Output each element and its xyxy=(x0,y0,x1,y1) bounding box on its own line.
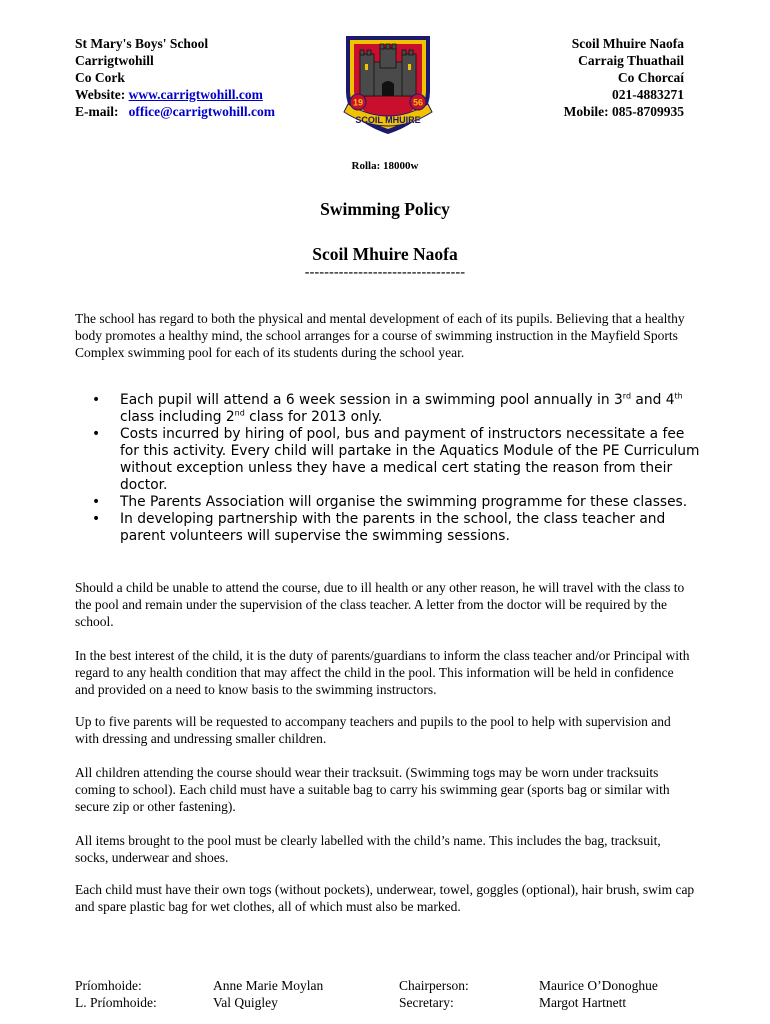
intro-paragraph: The school has regard to both the physical and mental development of each of its pupils. Believing that a healthy body promotes a healthy mind, the school arranges for a course of swimming instruction in the Mayfield Sports Complex swimming pool for each of its students during the school year. xyxy=(75,311,685,360)
email-label: E-mail: xyxy=(75,104,119,119)
bullet-text-c: class including 2 xyxy=(120,409,235,425)
town-irish: Carraig Thuathail xyxy=(578,53,684,68)
website-link[interactable]: www.carrigtwohill.com xyxy=(128,87,263,102)
policy-bullet-list xyxy=(92,392,702,545)
superscript: nd xyxy=(234,408,245,418)
health-paragraph: In the best interest of the child, it is the duty of parents/guardians to inform the class teacher and/or Principal with regard to any health condition that may affect the child in the pool. This information will be held in confidence and provided on a need to know basis to the swimming instructors. xyxy=(75,648,690,697)
deputy-principal-name: Val Quigley xyxy=(213,995,278,1010)
footer-names-right xyxy=(539,977,658,1011)
bullet-text-b: and 4 xyxy=(631,392,675,408)
document-title: Swimming Policy xyxy=(320,199,450,219)
footer-roles-left xyxy=(75,977,157,1011)
email-line xyxy=(75,103,275,120)
bullet-item xyxy=(92,426,702,494)
bullet-text: Costs incurred by hiring of pool, bus and payment of instructors necessitate a fee for this activity. Every child will partake in the Aquatics Module of the PE Curriculum without exception unless they have a medical cert stating the reason from their doctor. xyxy=(120,426,700,493)
school-name-irish: Scoil Mhuire Naofa xyxy=(571,36,684,51)
bullet-text-d: class for 2013 only. xyxy=(244,409,383,425)
bullet-item xyxy=(92,494,702,511)
bullet-icon: • xyxy=(92,511,101,527)
bullet-text-a: Each pupil will attend a 6 week session in a swimming pool annually in 3 xyxy=(120,392,623,408)
town-english: Carrigtwohill xyxy=(75,53,154,68)
secretary-label: Secretary: xyxy=(399,995,454,1010)
secretary-name: Margot Hartnett xyxy=(539,995,627,1010)
school-crest-logo xyxy=(338,30,438,142)
school-address-irish xyxy=(564,35,684,120)
bullet-icon: • xyxy=(92,392,101,408)
school-address-english xyxy=(75,35,275,120)
chairperson-name: Maurice O’Donoghue xyxy=(539,978,658,993)
bullet-icon: • xyxy=(92,426,101,442)
clothing-paragraph: All children attending the course should wear their tracksuit. (Swimming togs may be worn under tracksuits coming to school). Each child must have a suitable bag to carry his swimming gear (sports bag or similar with secure zip or other fastening). xyxy=(75,765,670,814)
document-subtitle: Scoil Mhuire Naofa xyxy=(312,244,458,264)
email-address[interactable]: office@carrigtwohill.com xyxy=(128,104,276,119)
superscript: rd xyxy=(622,391,632,401)
phone-number: 021-4883271 xyxy=(612,87,684,102)
footer-names-left xyxy=(213,977,323,1011)
website-line xyxy=(75,86,275,103)
bullet-item xyxy=(92,511,702,545)
bullet-item xyxy=(92,392,702,426)
roll-number: Rolla: 18000w xyxy=(351,160,419,172)
superscript: th xyxy=(674,391,683,401)
crest-year-right: 56 xyxy=(412,97,424,108)
chairperson-label: Chairperson: xyxy=(399,978,469,993)
principal-name: Anne Marie Moylan xyxy=(213,978,324,993)
bullet-text: In developing partnership with the parents in the school, the class teacher and parent volunteers will supervise the swimming sessions. xyxy=(120,511,666,544)
website-label: Website: xyxy=(75,87,129,102)
bullet-text: The Parents Association will organise the swimming programme for these classes. xyxy=(120,494,688,510)
principal-label: Príomhoide: xyxy=(75,978,142,993)
absence-paragraph: Should a child be unable to attend the course, due to ill health or any other reason, he will travel with the class to the pool and remain under the supervision of the class teacher. A letter from the doctor will be required by the school. xyxy=(75,580,685,629)
bullet-icon: • xyxy=(92,494,101,510)
labelling-paragraph: All items brought to the pool must be clearly labelled with the child’s name. This includes the bag, tracksuit, socks, underwear and shoes. xyxy=(75,833,661,865)
title-divider: --------------------------------- xyxy=(304,265,466,280)
deputy-principal-label: L. Príomhoide: xyxy=(75,995,157,1010)
county-english: Co Cork xyxy=(75,70,125,85)
school-name-english: St Mary's Boys' School xyxy=(75,36,209,51)
parent-helpers-paragraph: Up to five parents will be requested to accompany teachers and pupils to the pool to help with supervision and with dressing and undressing smaller children. xyxy=(75,714,671,746)
county-irish: Co Chorcaí xyxy=(617,70,684,85)
footer-roles-right xyxy=(399,977,469,1011)
crest-year-left: 19 xyxy=(352,97,364,108)
mobile-number: Mobile: 085-8709935 xyxy=(563,104,684,119)
crest-banner-text: SCOIL MHUIRE xyxy=(355,115,421,125)
equipment-paragraph: Each child must have their own togs (without pockets), underwear, towel, goggles (optional), hair brush, swim cap and spare plastic bag for wet clothes, all of which must also be marked. xyxy=(75,882,695,914)
